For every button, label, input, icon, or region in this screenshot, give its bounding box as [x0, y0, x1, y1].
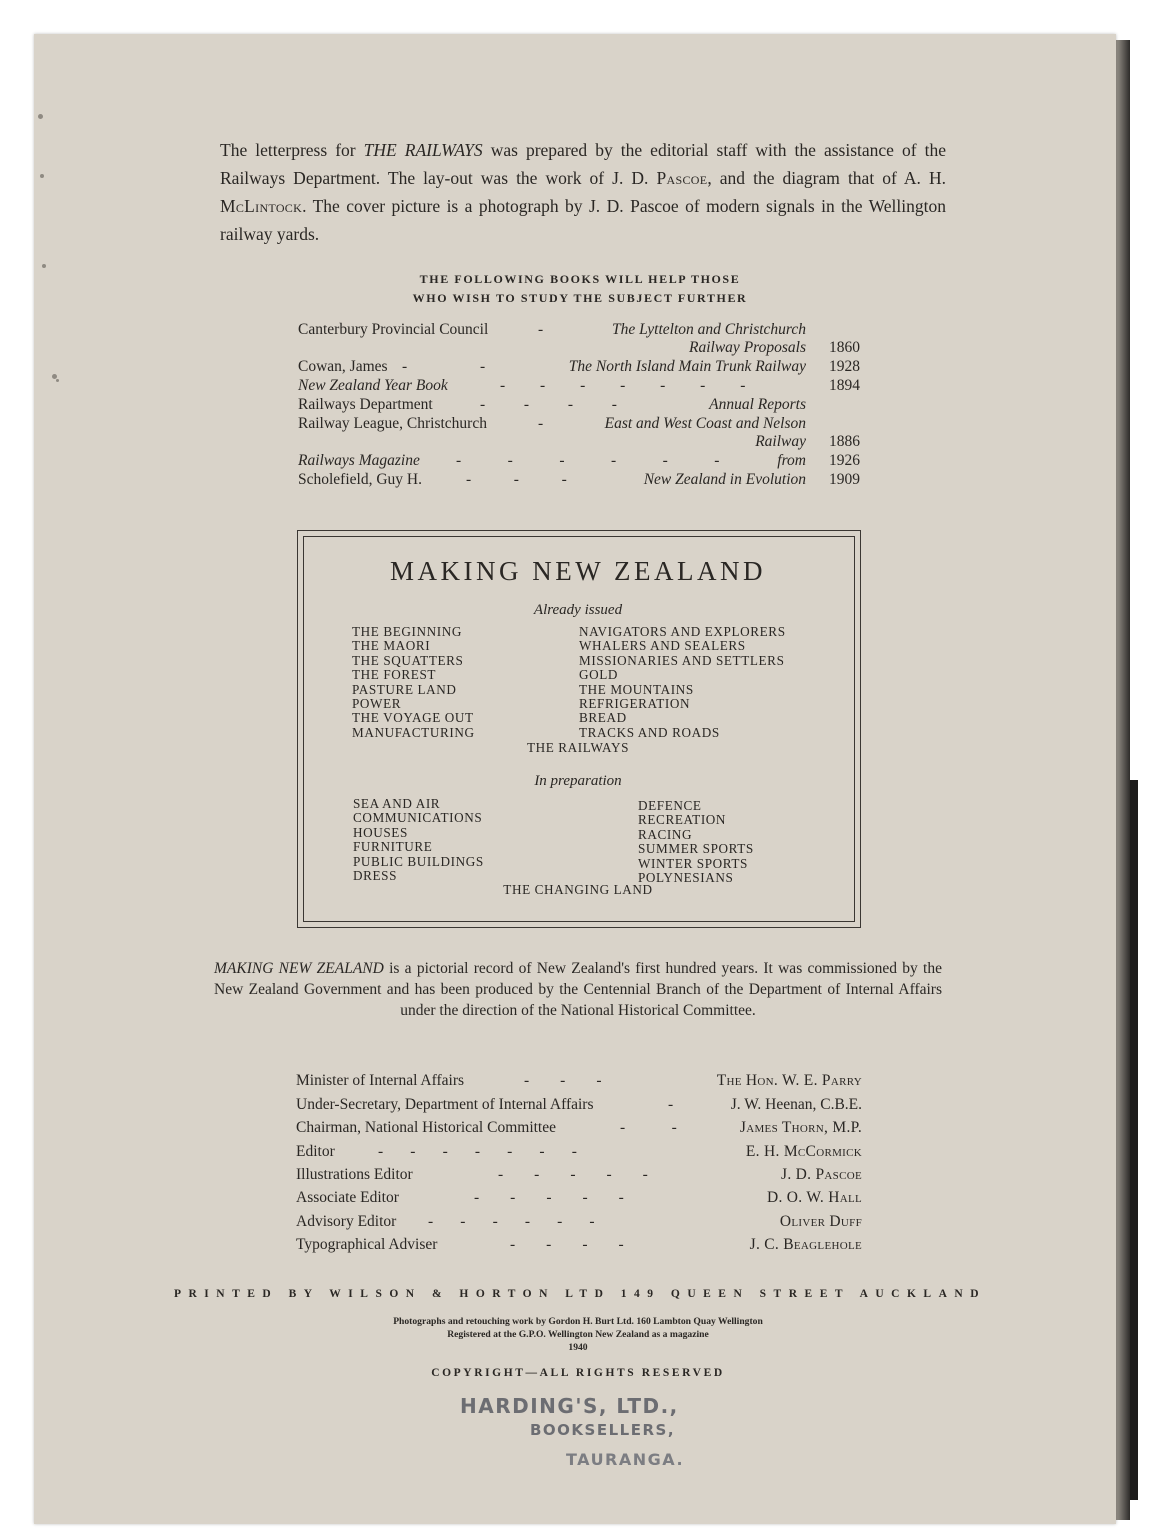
list-item: NAVIGATORS AND EXPLORERS: [579, 624, 786, 639]
publication-year: 1940: [568, 1342, 588, 1353]
list-item: WINTER SPORTS: [638, 855, 748, 871]
list-item: RACING: [638, 826, 693, 842]
series-title: MAKING NEW ZEALAND: [390, 556, 766, 586]
list-item: THE BEGINNING: [352, 624, 462, 639]
list-item: GOLD: [579, 667, 619, 683]
prep-left-column: [353, 797, 484, 883]
photo-credit: Photographs and retouching work by Gordon H. Burt Ltd. 160 Lambton Quay Wellington: [393, 1316, 763, 1327]
series-description: MAKING NEW ZEALAND is a pictorial record of New Zealand's first hundred years. It was commissioned by the New Zealand Government and has been produced by the Centennial Branch of the Department of Internal Affairs under the direction of the National Historical Committee.: [214, 960, 942, 1019]
page-edge-shadow-dark: [1130, 780, 1138, 1500]
book-list: Canterbury Provincial Council - The Lyttelton and Christchurch Railway Proposals 1860 Cowan, James - - The North Island Main Trunk Railway 1928 New Zealand Year Book - - - - - - - 1894 Railways Department - - - - Annual Reports Railway League, Christchurch - East and West Coast and Nelson Railway 1886 Railways Magazine - - - - - - from 1926 Scholefield, Guy H. - - - New Zealand in Evolution 1909: [298, 321, 860, 488]
list-item: PASTURE LAND: [352, 681, 457, 697]
list-item: BREAD: [579, 710, 627, 726]
copyright-line: COPYRIGHT—ALL RIGHTS RESERVED: [431, 1367, 725, 1379]
list-item: REFRIGERATION: [579, 696, 691, 712]
list-item: POWER: [352, 696, 402, 712]
list-item: COMMUNICATIONS: [353, 810, 483, 826]
stamp-line-2: BOOKSELLERS,: [530, 1421, 676, 1439]
list-item: DRESS: [353, 868, 398, 884]
list-item: MANUFACTURING: [352, 724, 475, 740]
prep-last-item: THE CHANGING LAND: [503, 882, 653, 897]
list-item: RECREATION: [638, 812, 727, 828]
intro-paragraph: The letterpress for THE RAILWAYS was prepared by the editorial staff with the assistance of the Railways Department. The lay-out was the work of J. D. Pascoe, and the diagram that of A. H. McLintock. The cover picture is a photograph by J. D. Pascoe of modern signals in the Wellington railway yards.: [220, 140, 946, 244]
stamp-line-1: HARDING'S, LTD.,: [460, 1394, 679, 1418]
list-item: SUMMER SPORTS: [638, 841, 754, 857]
list-item: PUBLIC BUILDINGS: [353, 853, 484, 869]
issued-right-column: [579, 625, 786, 740]
issued-left-column: [352, 625, 475, 740]
list-item: HOUSES: [353, 824, 408, 840]
list-item: MISSIONARIES AND SETTLERS: [579, 652, 785, 668]
list-item: FURNITURE: [353, 839, 433, 855]
list-item: POLYNESIANS: [638, 870, 734, 886]
list-item: THE VOYAGE OUT: [352, 710, 474, 726]
prep-right-column: [638, 799, 754, 885]
list-item: THE SQUATTERS: [352, 652, 464, 668]
list-item: THE MOUNTAINS: [579, 681, 694, 697]
stamp-line-3: TAURANGA.: [566, 1450, 685, 1469]
list-item: THE MAORI: [352, 638, 431, 654]
printer-line: PRINTED BY WILSON & HORTON LTD 149 QUEEN STREET AUCKLAND: [173, 1288, 987, 1300]
list-item: TRACKS AND ROADS: [579, 724, 720, 740]
in-preparation-label: In preparation: [534, 773, 622, 789]
railways-title: THE RAILWAYS: [363, 140, 483, 160]
page-edge-shadow: [1116, 40, 1130, 1520]
list-item: SEA AND AIR: [353, 796, 441, 811]
list-item: DEFENCE: [638, 798, 702, 813]
list-item: WHALERS AND SEALERS: [579, 638, 746, 654]
issued-last-item: THE RAILWAYS: [526, 740, 630, 755]
books-heading: THE FOLLOWING BOOKS WILL HELP THOSE WHO WISH TO STUDY THE SUBJECT FURTHER: [412, 272, 748, 305]
list-item: THE FOREST: [352, 667, 437, 683]
registration-note: Registered at the G.P.O. Wellington New Zealand as a magazine: [447, 1329, 709, 1340]
already-issued-label: Already issued: [533, 602, 623, 618]
